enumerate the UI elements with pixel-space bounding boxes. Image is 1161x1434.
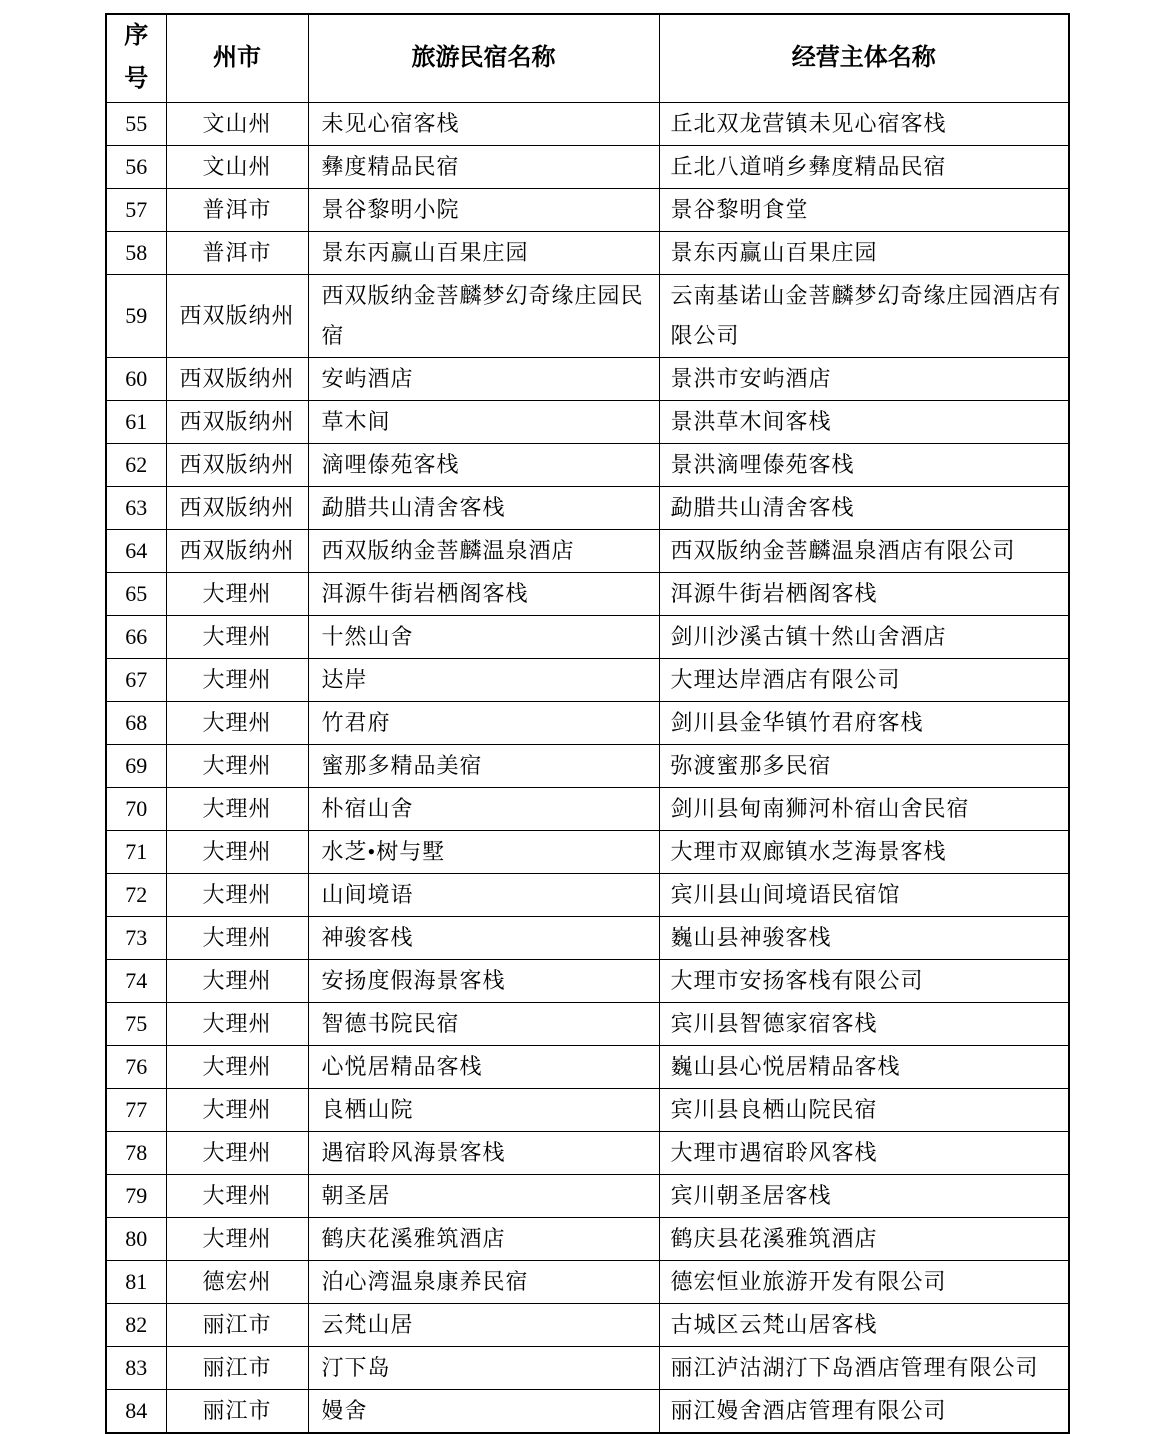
- header-homestay-name: 旅游民宿名称: [308, 14, 659, 102]
- row-homestay-name: 蜜那多精品美宿: [308, 744, 659, 787]
- table-header-row: [106, 14, 1069, 102]
- row-homestay-name: 景东丙赢山百果庄园: [308, 231, 659, 274]
- row-number: 59: [106, 274, 166, 357]
- row-city: 大理州: [166, 1174, 308, 1217]
- row-homestay-name: 心悦居精品客栈: [308, 1045, 659, 1088]
- row-number: 66: [106, 615, 166, 658]
- table-row: [106, 701, 1069, 744]
- table-row: [106, 1346, 1069, 1389]
- row-operator-name: 巍山县神骏客栈: [659, 916, 1069, 959]
- row-city: 大理州: [166, 959, 308, 1002]
- table-row: [106, 615, 1069, 658]
- table-row: [106, 1174, 1069, 1217]
- row-operator-name: 巍山县心悦居精品客栈: [659, 1045, 1069, 1088]
- row-city: 大理州: [166, 1088, 308, 1131]
- row-homestay-name: 达岸: [308, 658, 659, 701]
- row-homestay-name: 景谷黎明小院: [308, 188, 659, 231]
- table-row: [106, 873, 1069, 916]
- row-city: 普洱市: [166, 231, 308, 274]
- row-number: 82: [106, 1303, 166, 1346]
- row-city: 大理州: [166, 1002, 308, 1045]
- row-city: 大理州: [166, 615, 308, 658]
- row-number: 76: [106, 1045, 166, 1088]
- row-operator-name: 大理市双廊镇水芝海景客栈: [659, 830, 1069, 873]
- row-city: 丽江市: [166, 1303, 308, 1346]
- row-city: 西双版纳州: [166, 529, 308, 572]
- row-city: 西双版纳州: [166, 400, 308, 443]
- table-row: [106, 486, 1069, 529]
- table-row: [106, 1260, 1069, 1303]
- row-homestay-name: 鹤庆花溪雅筑酒店: [308, 1217, 659, 1260]
- table-row: [106, 1045, 1069, 1088]
- row-operator-name: 剑川沙溪古镇十然山舍酒店: [659, 615, 1069, 658]
- row-number: 58: [106, 231, 166, 274]
- row-number: 84: [106, 1389, 166, 1433]
- row-city: 德宏州: [166, 1260, 308, 1303]
- row-homestay-name: 西双版纳金菩麟温泉酒店: [308, 529, 659, 572]
- row-number: 81: [106, 1260, 166, 1303]
- row-homestay-name: 嫚舍: [308, 1389, 659, 1433]
- row-number: 65: [106, 572, 166, 615]
- row-homestay-name: 智德书院民宿: [308, 1002, 659, 1045]
- table-row: [106, 231, 1069, 274]
- row-homestay-name: 勐腊共山清舍客栈: [308, 486, 659, 529]
- row-homestay-name: 良栖山院: [308, 1088, 659, 1131]
- row-number: 70: [106, 787, 166, 830]
- row-operator-name: 鹤庆县花溪雅筑酒店: [659, 1217, 1069, 1260]
- row-city: 文山州: [166, 102, 308, 145]
- row-operator-name: 丘北八道哨乡彝度精品民宿: [659, 145, 1069, 188]
- row-operator-name: 宾川县智德家宿客栈: [659, 1002, 1069, 1045]
- row-homestay-name: 西双版纳金菩麟梦幻奇缘庄园民宿: [308, 274, 659, 357]
- row-operator-name: 景洪草木间客栈: [659, 400, 1069, 443]
- row-number: 62: [106, 443, 166, 486]
- row-city: 大理州: [166, 658, 308, 701]
- row-homestay-name: 草木间: [308, 400, 659, 443]
- row-city: 大理州: [166, 1217, 308, 1260]
- row-city: 大理州: [166, 572, 308, 615]
- row-number: 75: [106, 1002, 166, 1045]
- row-homestay-name: 云梵山居: [308, 1303, 659, 1346]
- table-row: [106, 1002, 1069, 1045]
- row-homestay-name: 安扬度假海景客栈: [308, 959, 659, 1002]
- table-row: [106, 1389, 1069, 1433]
- table-row: [106, 357, 1069, 400]
- row-operator-name: 剑川县金华镇竹君府客栈: [659, 701, 1069, 744]
- table-row: [106, 400, 1069, 443]
- table-row: [106, 529, 1069, 572]
- row-homestay-name: 山间境语: [308, 873, 659, 916]
- row-homestay-name: 十然山舍: [308, 615, 659, 658]
- table-row: [106, 787, 1069, 830]
- row-operator-name: 洱源牛街岩栖阁客栈: [659, 572, 1069, 615]
- table-row: [106, 744, 1069, 787]
- row-operator-name: 丽江泸沽湖汀下岛酒店管理有限公司: [659, 1346, 1069, 1389]
- row-operator-name: 云南基诺山金菩麟梦幻奇缘庄园酒店有限公司: [659, 274, 1069, 357]
- header-seq: [106, 14, 166, 102]
- row-operator-name: 景洪滴哩傣苑客栈: [659, 443, 1069, 486]
- header-city: 州市: [166, 14, 308, 102]
- row-operator-name: 宾川县良栖山院民宿: [659, 1088, 1069, 1131]
- row-operator-name: 宾川朝圣居客栈: [659, 1174, 1069, 1217]
- row-operator-name: 弥渡蜜那多民宿: [659, 744, 1069, 787]
- row-number: 60: [106, 357, 166, 400]
- row-city: 大理州: [166, 701, 308, 744]
- row-city: 普洱市: [166, 188, 308, 231]
- table-row: [106, 1303, 1069, 1346]
- row-number: 64: [106, 529, 166, 572]
- row-city: 丽江市: [166, 1346, 308, 1389]
- row-operator-name: 古城区云梵山居客栈: [659, 1303, 1069, 1346]
- row-city: 西双版纳州: [166, 443, 308, 486]
- table-row: [106, 1217, 1069, 1260]
- row-operator-name: 景洪市安屿酒店: [659, 357, 1069, 400]
- row-operator-name: 大理达岸酒店有限公司: [659, 658, 1069, 701]
- row-city: 大理州: [166, 787, 308, 830]
- row-number: 71: [106, 830, 166, 873]
- row-homestay-name: 彝度精品民宿: [308, 145, 659, 188]
- row-operator-name: 剑川县甸南狮河朴宿山舍民宿: [659, 787, 1069, 830]
- row-operator-name: 勐腊共山清舍客栈: [659, 486, 1069, 529]
- row-number: 73: [106, 916, 166, 959]
- row-homestay-name: 未见心宿客栈: [308, 102, 659, 145]
- row-number: 83: [106, 1346, 166, 1389]
- row-number: 61: [106, 400, 166, 443]
- row-homestay-name: 滴哩傣苑客栈: [308, 443, 659, 486]
- row-number: 55: [106, 102, 166, 145]
- row-operator-name: 丘北双龙营镇未见心宿客栈: [659, 102, 1069, 145]
- row-operator-name: 丽江嫚舍酒店管理有限公司: [659, 1389, 1069, 1433]
- row-operator-name: 德宏恒业旅游开发有限公司: [659, 1260, 1069, 1303]
- row-city: 文山州: [166, 145, 308, 188]
- table-row: [106, 572, 1069, 615]
- row-number: 63: [106, 486, 166, 529]
- row-operator-name: 大理市遇宿聆风客栈: [659, 1131, 1069, 1174]
- row-city: 西双版纳州: [166, 357, 308, 400]
- row-homestay-name: 安屿酒店: [308, 357, 659, 400]
- row-operator-name: 宾川县山间境语民宿馆: [659, 873, 1069, 916]
- row-homestay-name: 竹君府: [308, 701, 659, 744]
- row-number: 77: [106, 1088, 166, 1131]
- row-number: 78: [106, 1131, 166, 1174]
- row-number: 67: [106, 658, 166, 701]
- row-homestay-name: 洱源牛街岩栖阁客栈: [308, 572, 659, 615]
- table-row: [106, 188, 1069, 231]
- table-row: [106, 658, 1069, 701]
- row-homestay-name: 水芝•树与墅: [308, 830, 659, 873]
- row-homestay-name: 朴宿山舍: [308, 787, 659, 830]
- table-row: [106, 102, 1069, 145]
- row-number: 80: [106, 1217, 166, 1260]
- row-city: 大理州: [166, 873, 308, 916]
- row-operator-name: 大理市安扬客栈有限公司: [659, 959, 1069, 1002]
- table-row: [106, 959, 1069, 1002]
- row-operator-name: 景东丙赢山百果庄园: [659, 231, 1069, 274]
- table-row: [106, 443, 1069, 486]
- row-number: 74: [106, 959, 166, 1002]
- row-homestay-name: 泊心湾温泉康养民宿: [308, 1260, 659, 1303]
- table-row: [106, 916, 1069, 959]
- row-operator-name: 景谷黎明食堂: [659, 188, 1069, 231]
- table-row: [106, 1131, 1069, 1174]
- table-row: [106, 1088, 1069, 1131]
- row-homestay-name: 神骏客栈: [308, 916, 659, 959]
- row-operator-name: 西双版纳金菩麟温泉酒店有限公司: [659, 529, 1069, 572]
- row-number: 69: [106, 744, 166, 787]
- table-row: [106, 274, 1069, 357]
- header-operator-name: 经营主体名称: [659, 14, 1069, 102]
- row-number: 79: [106, 1174, 166, 1217]
- row-city: 大理州: [166, 916, 308, 959]
- row-city: 大理州: [166, 1045, 308, 1088]
- table-row: [106, 830, 1069, 873]
- row-city: 西双版纳州: [166, 486, 308, 529]
- row-city: 西双版纳州: [166, 274, 308, 357]
- row-homestay-name: 汀下岛: [308, 1346, 659, 1389]
- row-city: 大理州: [166, 830, 308, 873]
- header-seq-label: 序号: [124, 23, 149, 93]
- homestay-table: [105, 13, 1070, 1434]
- row-homestay-name: 遇宿聆风海景客栈: [308, 1131, 659, 1174]
- row-number: 72: [106, 873, 166, 916]
- row-city: 大理州: [166, 1131, 308, 1174]
- row-city: 丽江市: [166, 1389, 308, 1433]
- row-number: 68: [106, 701, 166, 744]
- row-city: 大理州: [166, 744, 308, 787]
- table-row: [106, 145, 1069, 188]
- row-number: 57: [106, 188, 166, 231]
- row-number: 56: [106, 145, 166, 188]
- row-homestay-name: 朝圣居: [308, 1174, 659, 1217]
